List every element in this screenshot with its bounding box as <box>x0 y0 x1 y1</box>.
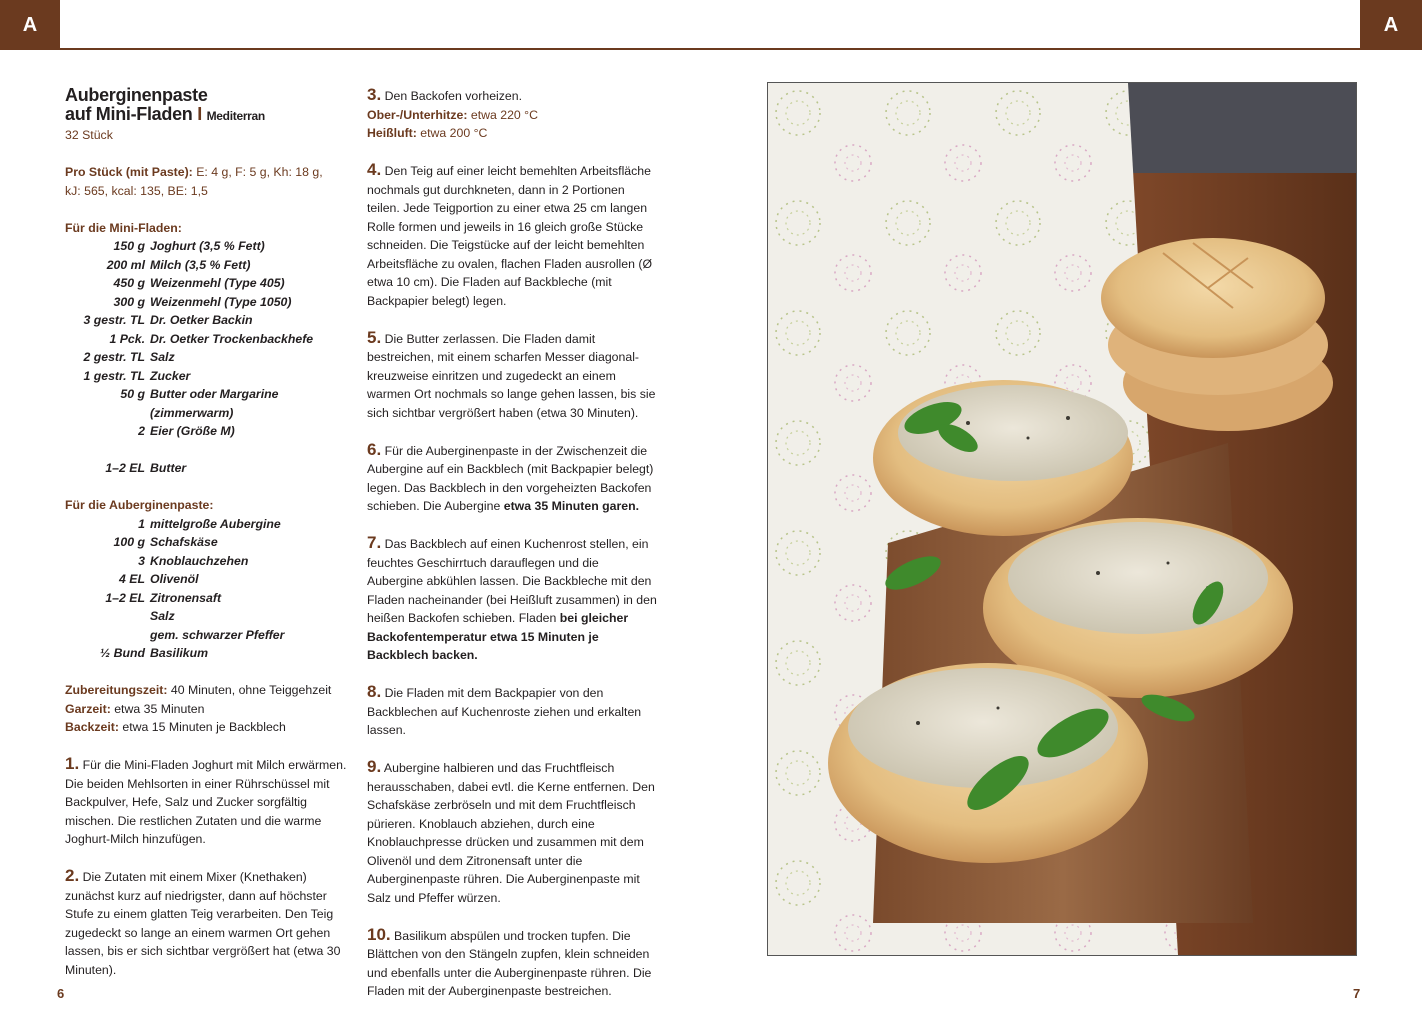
step-4: 4. Den Teig auf einer leicht bemehlten Arbeitsfläche nochmals gut durchkneten, dann in 2 Portionen teilen. Jede Teigportion zu einer etwa 25 cm langen Rolle formen und jeweils in 16 gleich große Stücke schneiden. Die Teigstücke auf der leicht bemehlten Arbeitsfläche zu ovalen, flachen Fladen ausrollen (Ø etwa 10 cm). Die Fladen auf Backbleche (mit Backpapier belegt) legen. <box>367 160 653 308</box>
header-rule <box>0 48 1422 50</box>
title-separator: I <box>197 104 202 124</box>
time-cooking: Garzeit: etwa 35 Minuten <box>65 701 205 716</box>
step-2: 2. Die Zutaten mit einem Mixer (Knethaken) zunächst kurz auf niedrigster, dann auf höchster Stufe zu einem glatten Teig verarbeiten. Den Teig zugedeckt so lange an einem warmen Ort gehen lassen, bis er sich sichtbar vergrößert hat (etwa 30 Minuten). <box>65 866 341 977</box>
step-9: 9. Aubergine halbieren und das Fruchtfleisch herausschaben, dabei evtl. die Kerne entfernen. Den Schafskäse zerbröseln und mit dem Fruchtfleisch pürieren. Knoblauch abziehen, durch eine Knoblauchpresse drücken und zusammen mit dem Olivenöl und dem Zitronensaft unter die Auberginenpaste rühren. Die Auberginenpaste mit Salz und Pfeffer würzen. <box>367 757 655 905</box>
recipe-title <box>65 86 355 126</box>
ingredient-row: 3 Knoblauchzehen <box>138 553 249 568</box>
step-5: 5. Die Butter zerlassen. Die Fladen damit bestreichen, mit einem scharfen Messer diagonal-kreuzweise einritzen und zugedeckt an einem warmen Ort nochmals so lange gehen lassen, bis sie sich sichtbar vergrößert haben (etwa 30 Minuten). <box>367 327 656 420</box>
section-label-paste: Für die Auberginenpaste: <box>65 498 214 512</box>
ingredient-row: 150 g Joghurt (3,5 % Fett) <box>113 239 265 253</box>
nutrition-info <box>65 163 355 182</box>
nutrition-label: Pro Stück (mit Paste): <box>65 165 193 179</box>
ingredient-row: (zimmerwarm) <box>150 405 234 420</box>
page-number-right: 7 <box>1353 986 1361 1001</box>
recipe-category: Mediterran <box>206 109 265 123</box>
ingredient-row: 1 gestr. TL Zucker <box>83 368 191 383</box>
ingredient-row: gem. schwarzer Pfeffer <box>150 627 285 642</box>
ingredient-row: 300 g Weizenmehl (Type 1050) <box>113 294 292 309</box>
ingredient-row: Salz <box>150 609 175 623</box>
chapter-letter: A <box>1383 13 1399 36</box>
step-8: 8. Die Fladen mit dem Backpapier von den Backblechen auf Kuchenroste ziehen und erkalten lassen. <box>367 682 642 737</box>
ingredient-row: 100 g Schafskäse <box>113 535 218 549</box>
chapter-letter: A <box>22 13 38 36</box>
title-line-1: Auberginenpaste <box>65 85 208 105</box>
ingredient-row: 50 g Butter oder Margarine <box>120 387 279 401</box>
recipe-yield: 32 Stück <box>65 128 113 142</box>
step-6: 6. Für die Auberginenpaste in der Zwischenzeit die Aubergine auf ein Backblech (mit Backpapier belegt) legen. Das Backblech in den vorgeheizten Backofen schieben. Die Aubergine etwa 35 Minuten garen. <box>367 439 654 513</box>
ingredient-row: 4 EL Olivenöl <box>119 572 199 586</box>
ingredient-row: ½ Bund Basilikum <box>99 646 209 660</box>
recipe-photo <box>767 82 1357 956</box>
ingredient-row: 450 g Weizenmehl (Type 405) <box>113 276 285 290</box>
nutrition-value-2: kJ: 565, kcal: 135, BE: 1,5 <box>65 183 208 198</box>
nutrition-value-1: E: 4 g, F: 5 g, Kh: 18 g, <box>192 165 323 179</box>
ingredient-row: 200 ml Milch (3,5 % Fett) <box>106 257 251 272</box>
ingredient-row: 3 gestr. TL Dr. Oetker Backin <box>83 313 253 327</box>
step-10: 10. Basilikum abspülen und trocken tupfen. Die Blättchen von den Stängeln zupfen, klein schneiden und ebenfalls unter die Auberginenpaste rühren. Die Fladen mit der Auberginenpaste bestreichen. <box>367 924 652 998</box>
time-baking: Backzeit: etwa 15 Minuten je Backblech <box>65 720 286 734</box>
ingredient-row: 1 mittelgroße Aubergine <box>138 516 281 531</box>
page-number-left: 6 <box>57 986 65 1001</box>
step-7: 7. Das Backblech auf einen Kuchenrost stellen, ein feuchtes Geschirrtuch darauflegen und die Aubergine abkühlen lassen. Die Backbleche mit den Fladen nacheinander (bei Heißluft zusammen) in den heißen Backofen schieben. Fladen bei gleicher Backofentemperatur etwa 15 Minuten je Backblech backen. <box>367 533 657 662</box>
ingredients-paste <box>65 515 284 663</box>
step-3: 3. Den Backofen vorheizen. Ober-/Unterhitze: etwa 220 °C Heißluft: etwa 200 °C <box>367 85 538 140</box>
ingredients-fladen <box>65 237 313 478</box>
recipe-column-right <box>367 86 657 1019</box>
ingredient-row: 2 gestr. TL Salz <box>83 350 175 364</box>
step-1: 1. Für die Mini-Fladen Joghurt mit Milch erwärmen. Die beiden Mehlsorten in einer Rührschüssel mit Backpulver, Hefe, Salz und Zucker sorgfältig mischen. Die restlichen Zutaten und die warme Joghurt-Milch hinzufügen. <box>65 754 347 846</box>
time-preparation: Zubereitungszeit: 40 Minuten, ohne Teiggehzeit <box>65 683 332 697</box>
ingredient-row: 1 Pck. Dr. Oetker Trockenbackhefe <box>109 331 314 346</box>
chapter-tab-right <box>1360 0 1422 50</box>
ingredient-row: 1–2 EL Zitronensaft <box>105 590 222 605</box>
section-label-fladen: Für die Mini-Fladen: <box>65 220 182 235</box>
chapter-tab-left <box>0 0 60 50</box>
ingredient-row: 2 Eier (Größe M) <box>138 424 235 438</box>
title-line-2: auf Mini-Fladen <box>65 104 193 124</box>
ingredient-row: 1–2 EL Butter <box>105 461 187 475</box>
recipe-column-left <box>65 86 355 998</box>
